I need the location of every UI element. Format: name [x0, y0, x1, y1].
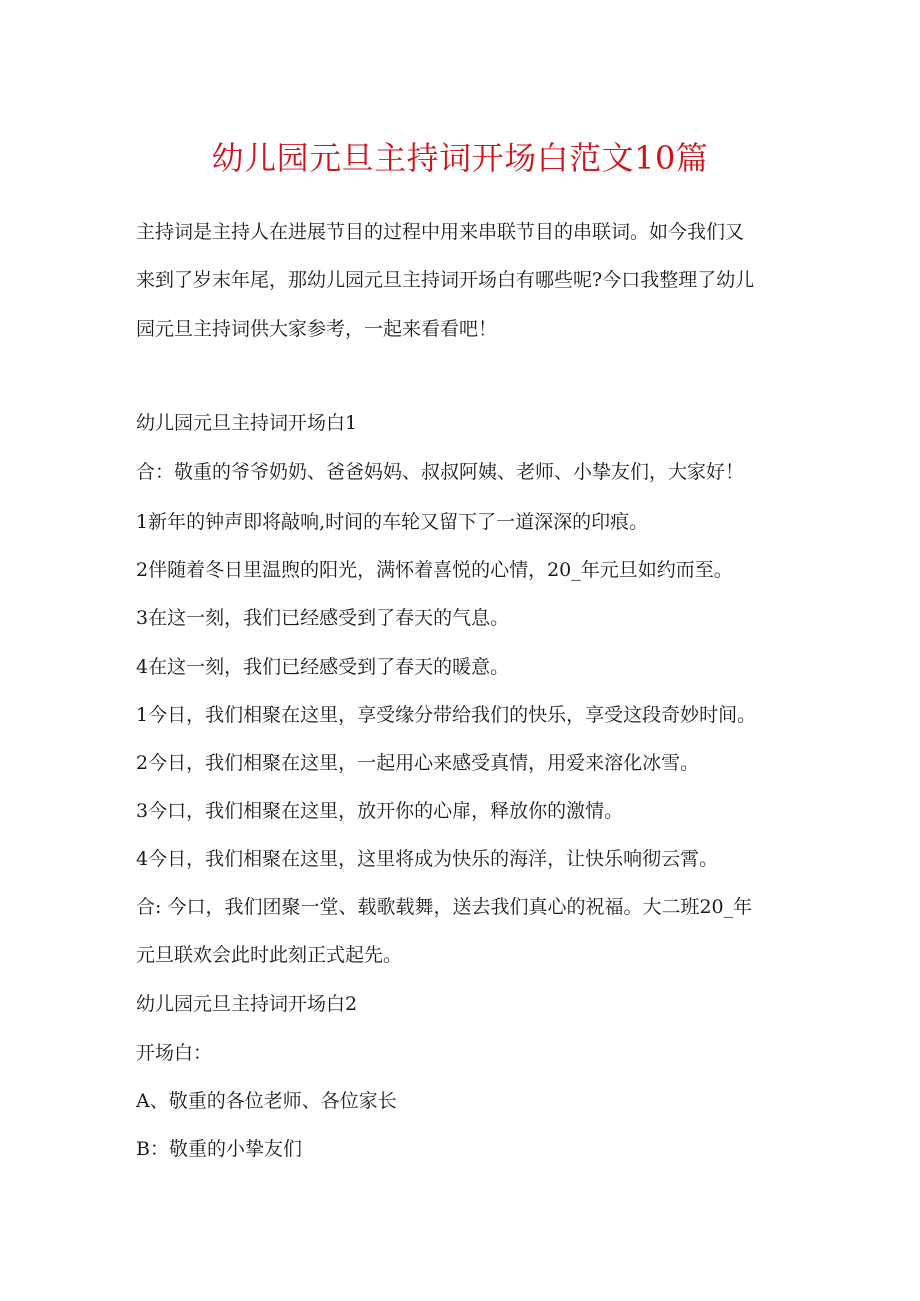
- body-line: 2今日，我们相聚在这里，一起用心来感受真情，用爱来溶化冰雪。: [136, 752, 700, 774]
- body-line: 1今日，我们相聚在这里，享受缘分带给我们的快乐，享受这段奇妙时间。: [136, 704, 757, 726]
- body-line: A、敬重的各位老师、各位家长: [136, 1090, 397, 1112]
- body-line: 1新年的钟声即将敲响,时间的车轮又留下了一道深深的印痕。: [136, 511, 649, 533]
- body-line: 3在这一刻，我们已经感受到了春天的气息。: [136, 607, 510, 629]
- body-line: B：敬重的小挚友们: [136, 1138, 302, 1160]
- intro-line-2: 来到了岁末年尾，那幼儿园元旦主持词开场白有哪些呢?今口我整理了幼儿: [136, 269, 755, 291]
- section-heading-2: 幼儿园元旦主持词开场白2: [136, 993, 358, 1015]
- body-line: 2伴随着冬日里温煦的阳光，满怀着喜悦的心情，20_年元旦如约而至。: [136, 559, 733, 581]
- body-line: 开场白：: [136, 1042, 213, 1064]
- body-line: 4今日，我们相聚在这里，这里将成为快乐的海洋，让快乐响彻云霄。: [136, 848, 719, 870]
- intro-line-3: 园元旦主持词供大家参考，一起来看看吧！: [136, 318, 498, 340]
- body-line: 合: 今口，我们团聚一堂、载歌载舞，送去我们真心的祝福。大二班20_年: [136, 896, 753, 918]
- document-title: 幼儿园元旦主持词开场白范文10篇: [211, 139, 709, 177]
- intro-line-1: 主持词是主持人在进展节目的过程中用来串联节目的串联词。如今我们又: [136, 221, 745, 243]
- body-line: 元旦联欢会此时此刻正式起先。: [136, 944, 403, 966]
- body-line: 4在这一刻，我们已经感受到了春天的暖意。: [136, 656, 510, 678]
- section-heading-1: 幼儿园元旦主持词开场白1: [136, 412, 358, 434]
- body-line: 3今口，我们相聚在这里，放开你的心扉，释放你的激情。: [136, 800, 624, 822]
- body-line: 合：敬重的爷爷奶奶、爸爸妈妈、叔叔阿姨、老师、小挚友们，大家好！: [136, 461, 745, 483]
